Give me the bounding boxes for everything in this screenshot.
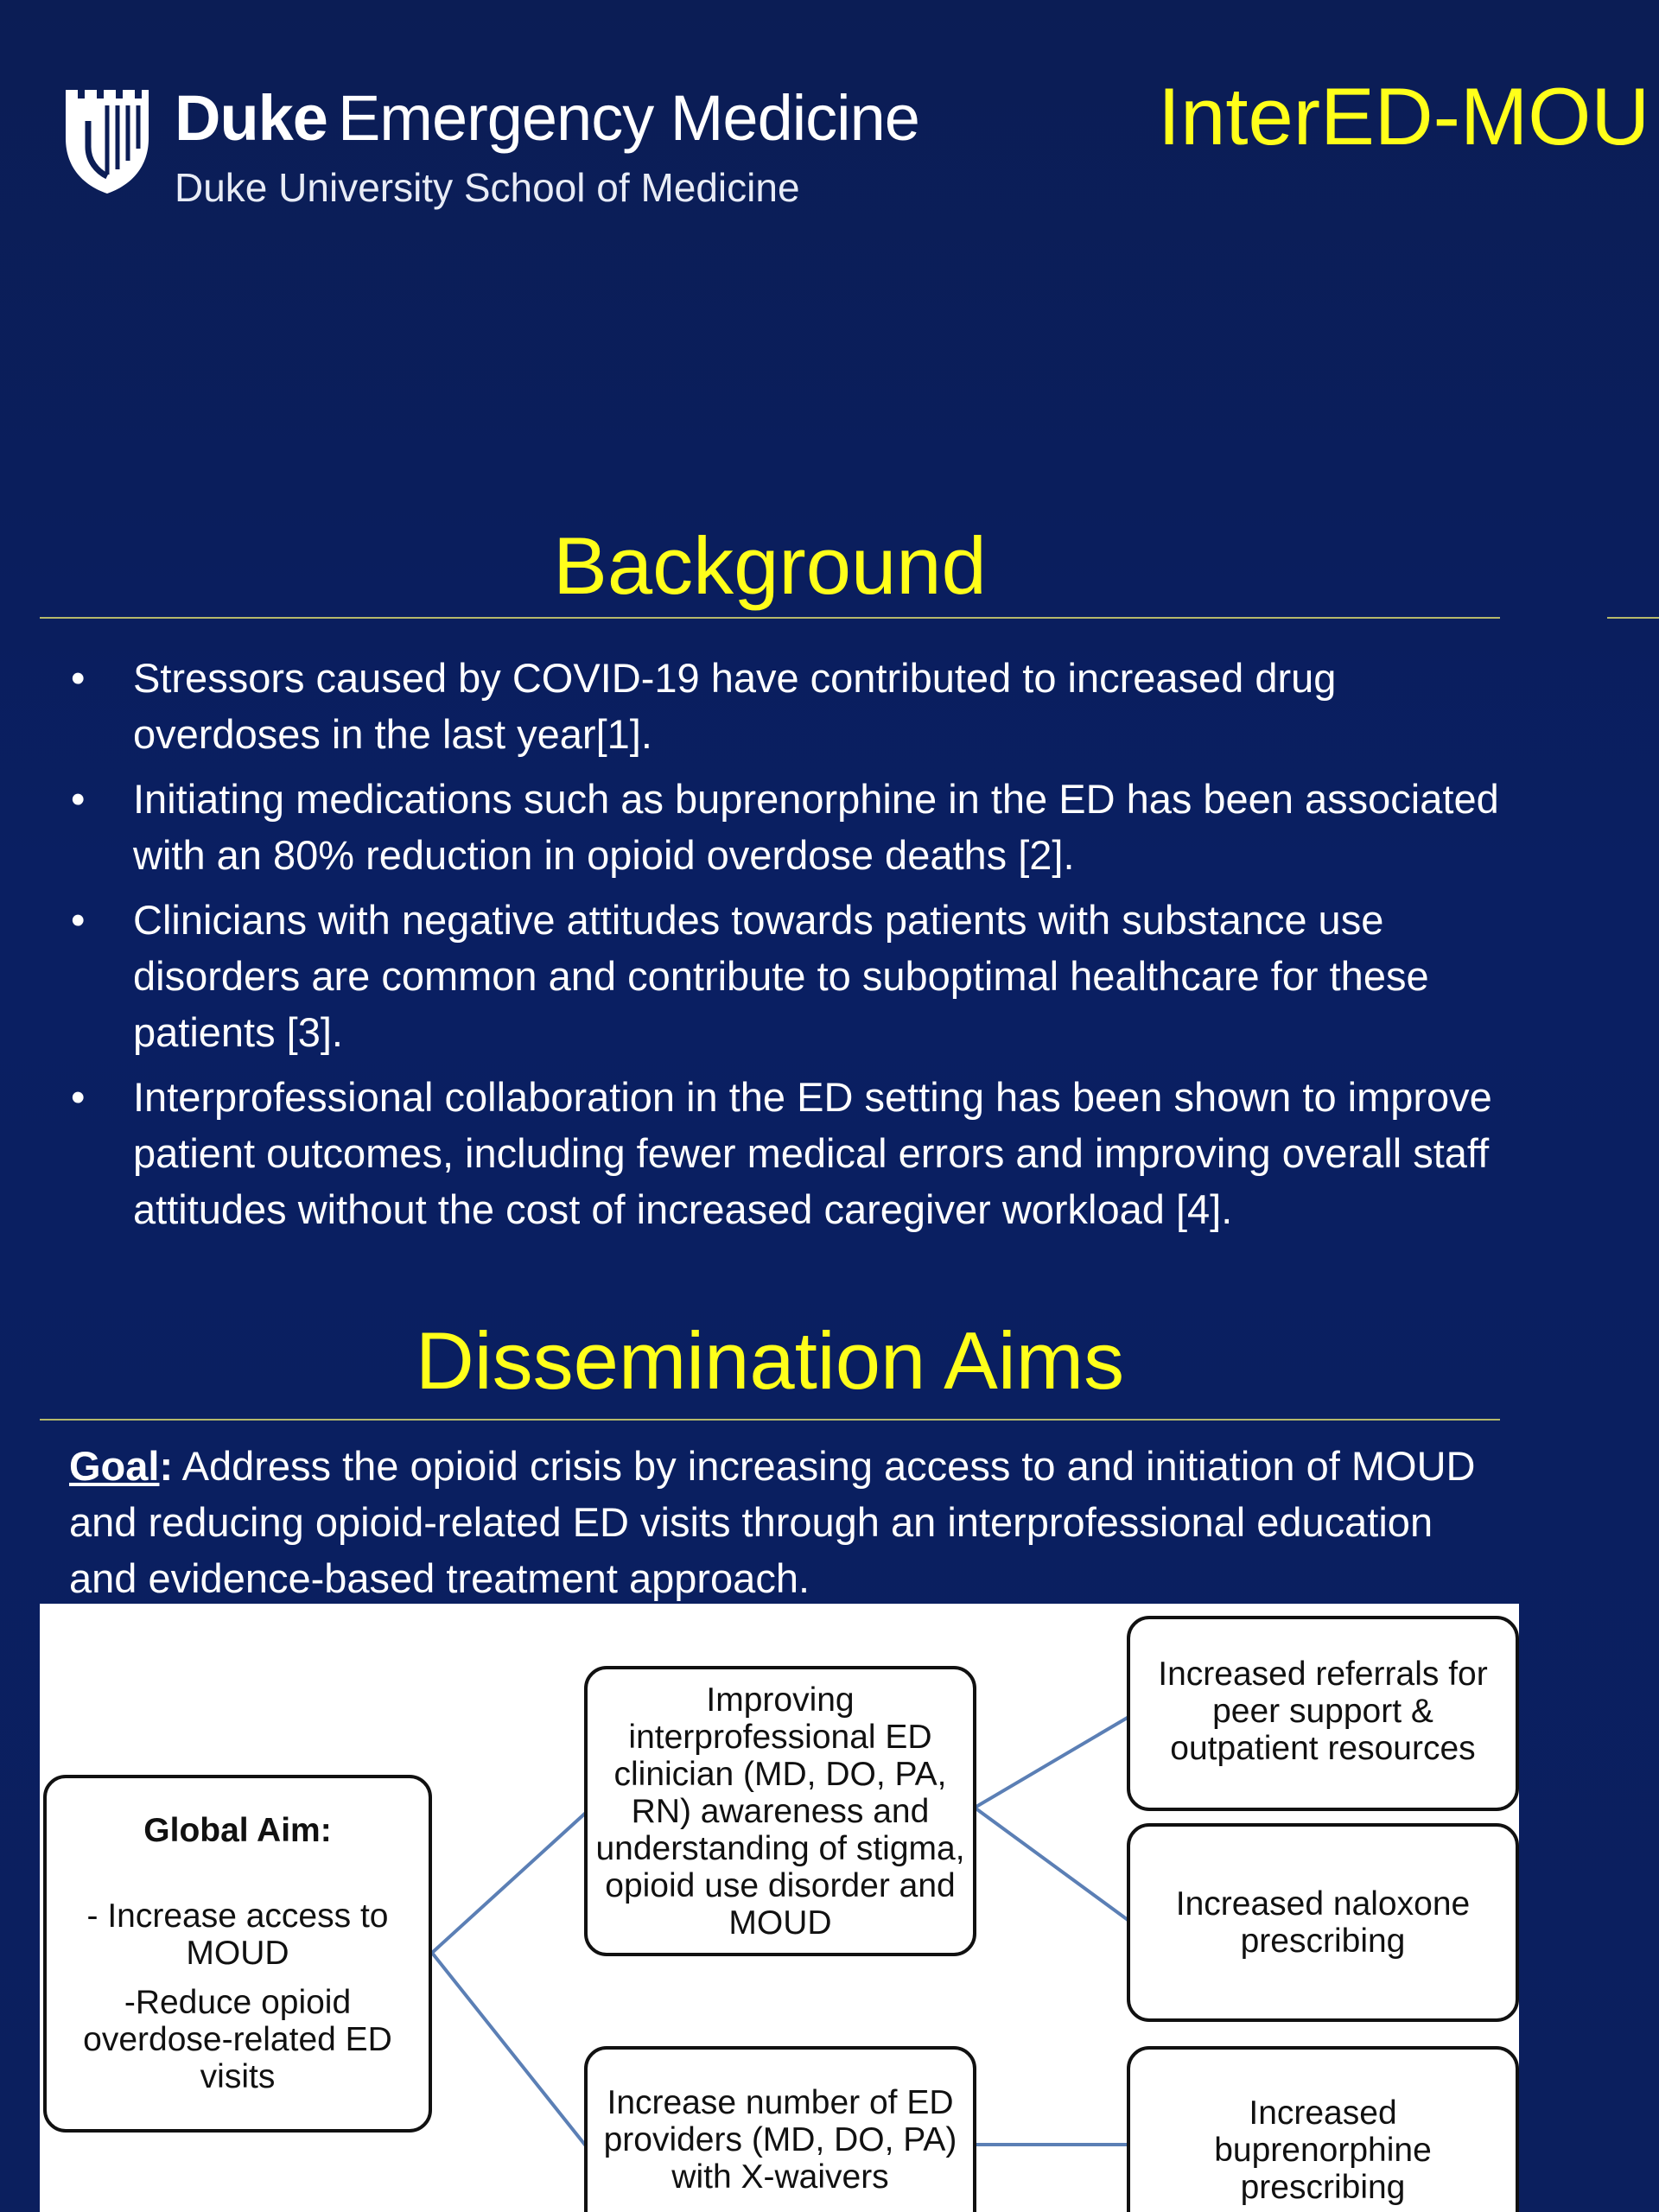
- background-divider: [40, 617, 1500, 619]
- global-aim-item: - Increase access to MOUD: [86, 1897, 389, 1972]
- duke-logo: [62, 79, 978, 218]
- goal-statement: [69, 1438, 1503, 1606]
- bullet-text: Clinicians with negative attitudes towards patients with substance use disorders are common and contribute to suboptimal healthcare for these patients [3].: [133, 897, 1429, 1055]
- background-bullet: [67, 650, 1502, 762]
- background-bullet: [67, 892, 1502, 1060]
- bullet-marker: •: [71, 776, 86, 822]
- right-column-divider: [1607, 617, 1659, 619]
- driver-text: Improving interprofessional ED clinician (MD, DO, PA, RN) awareness and understanding of stigma, opioid use disorder and MOUD: [595, 1681, 965, 1942]
- outcome-referrals-box: [1127, 1616, 1519, 1811]
- outcome-text: Increased buprenorphine prescribing: [1214, 2094, 1432, 2206]
- outcome-naloxone-box: [1127, 1823, 1519, 2022]
- outcome-text: Increased naloxone prescribing: [1175, 1885, 1471, 1960]
- background-bullet: [67, 1069, 1502, 1237]
- global-aim-title: Global Aim:: [143, 1812, 332, 1849]
- bullet-marker: •: [71, 1074, 86, 1120]
- duke-shield-icon: [62, 86, 152, 197]
- primary-driver-xwaiver-box: [584, 2046, 976, 2212]
- aims-divider: [40, 1419, 1500, 1421]
- global-aim-box: [43, 1775, 432, 2133]
- dissemination-aims-heading: Dissemination Aims: [415, 1315, 1125, 1406]
- primary-driver-awareness-box: [584, 1666, 976, 1956]
- goal-colon: :: [159, 1443, 174, 1489]
- poster-title: InterED-MOU: [1158, 71, 1650, 162]
- background-heading: Background: [553, 520, 987, 611]
- driver-text: Increase number of ED providers (MD, DO, PA) with X-waivers: [603, 2084, 957, 2196]
- goal-text: Address the opioid crisis by increasing access to and initiation of MOUD and reducing opioid-related ED visits through an interprofessional education and evidence-based treatment approach.: [69, 1443, 1476, 1601]
- bullet-text: Interprofessional collaboration in the ED setting has been shown to improve patient outcomes, including fewer medical errors and improving overall staff attitudes without the cost of increased caregiver workload [4].: [133, 1074, 1492, 1232]
- bullet-text: Stressors caused by COVID-19 have contributed to increased drug overdoses in the last year[1].: [133, 655, 1337, 757]
- driver-diagram: [40, 1604, 1519, 2212]
- bullet-text: Initiating medications such as buprenorphine in the ED has been associated with an 80% reduction in opioid overdose deaths [2].: [133, 776, 1499, 878]
- outcome-buprenorphine-box: [1127, 2046, 1519, 2212]
- bullet-marker: •: [71, 897, 86, 943]
- logo-subtitle: Duke University School of Medicine: [175, 165, 800, 210]
- outcome-text: Increased referrals for peer support & outpatient resources: [1158, 1656, 1488, 1767]
- logo-name: Duke: [175, 82, 327, 154]
- background-bullet-list: [67, 650, 1502, 1246]
- logo-title: [175, 79, 919, 157]
- bullet-marker: •: [71, 655, 86, 701]
- background-bullet: [67, 771, 1502, 883]
- global-aim-item: -Reduce opioid overdose-related ED visits: [83, 1984, 392, 2095]
- logo-department: Emergency Medicine: [337, 82, 919, 154]
- goal-label: Goal: [69, 1443, 160, 1489]
